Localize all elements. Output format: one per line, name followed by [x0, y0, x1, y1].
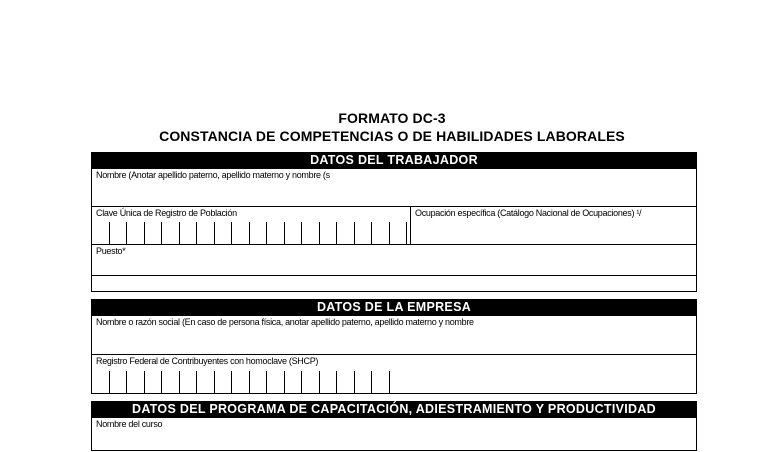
field-label: Nombre (Anotar apellido paterno, apellido materno y nombre (s: [96, 170, 330, 180]
section-header-empresa: DATOS DE LA EMPRESA: [92, 300, 696, 315]
char-cell[interactable]: [302, 371, 320, 393]
char-cell[interactable]: [390, 222, 408, 244]
char-cell[interactable]: [372, 371, 390, 393]
char-cell[interactable]: [267, 371, 285, 393]
char-cell[interactable]: [197, 222, 215, 244]
char-cell[interactable]: [320, 371, 338, 393]
char-cell[interactable]: [127, 222, 145, 244]
char-cell[interactable]: [337, 222, 355, 244]
char-cell[interactable]: [215, 371, 233, 393]
form-main-title: CONSTANCIA DE COMPETENCIAS O DE HABILIDADES LABORALES: [159, 128, 625, 144]
field-label: Nombre del curso: [96, 419, 163, 429]
char-cell[interactable]: [215, 222, 233, 244]
section-header-trabajador: DATOS DEL TRABAJADOR: [92, 153, 696, 168]
field-label: Puesto*: [96, 246, 126, 256]
blank-row: [92, 275, 696, 290]
char-cell[interactable]: [197, 371, 215, 393]
row-rfc: [92, 354, 696, 393]
char-cell[interactable]: [372, 222, 390, 244]
char-cell[interactable]: [320, 222, 338, 244]
field-label: Ocupación específica (Catálogo Nacional de Ocupaciones) ¹/: [415, 208, 642, 218]
char-cell[interactable]: [355, 371, 373, 393]
section-trabajador: [91, 152, 697, 292]
char-cell[interactable]: [92, 371, 110, 393]
char-cell[interactable]: [145, 222, 163, 244]
char-cell[interactable]: [232, 222, 250, 244]
field-label: Nombre o razón social (En caso de persona física, anotar apellido paterno, apellido materno y nombre: [96, 317, 474, 327]
field-nombre-curso[interactable]: [92, 417, 696, 452]
char-cell[interactable]: [110, 222, 128, 244]
char-cell[interactable]: [145, 371, 163, 393]
curp-cells[interactable]: [92, 222, 407, 244]
char-cell[interactable]: [285, 222, 303, 244]
divider: [410, 207, 411, 244]
char-cell[interactable]: [110, 371, 128, 393]
char-cell[interactable]: [250, 222, 268, 244]
char-cell[interactable]: [302, 222, 320, 244]
char-cell[interactable]: [92, 222, 110, 244]
char-cell[interactable]: [162, 371, 180, 393]
section-header-programa: DATOS DEL PROGRAMA DE CAPACITACIÓN, ADIESTRAMIENTO Y PRODUCTIVIDAD: [92, 402, 696, 417]
char-cell[interactable]: [162, 222, 180, 244]
char-cell[interactable]: [232, 371, 250, 393]
field-nombre-trabajador[interactable]: [92, 168, 696, 206]
char-cell[interactable]: [267, 222, 285, 244]
field-puesto[interactable]: [92, 244, 696, 275]
char-cell[interactable]: [250, 371, 268, 393]
char-cell[interactable]: [337, 371, 355, 393]
char-cell[interactable]: [355, 222, 373, 244]
field-razon-social[interactable]: [92, 315, 696, 354]
form-code-title: FORMATO DC-3: [338, 110, 446, 126]
section-empresa: [91, 299, 697, 394]
char-cell[interactable]: [180, 371, 198, 393]
section-programa: [91, 401, 697, 451]
char-cell[interactable]: [180, 222, 198, 244]
char-cell[interactable]: [285, 371, 303, 393]
row-curp-ocupacion: [92, 206, 696, 244]
char-cell[interactable]: [127, 371, 145, 393]
field-label: Registro Federal de Contribuyentes con homoclave (SHCP): [96, 356, 319, 366]
field-label: Clave Única de Registro de Población: [96, 208, 237, 218]
rfc-cells[interactable]: [92, 371, 390, 393]
